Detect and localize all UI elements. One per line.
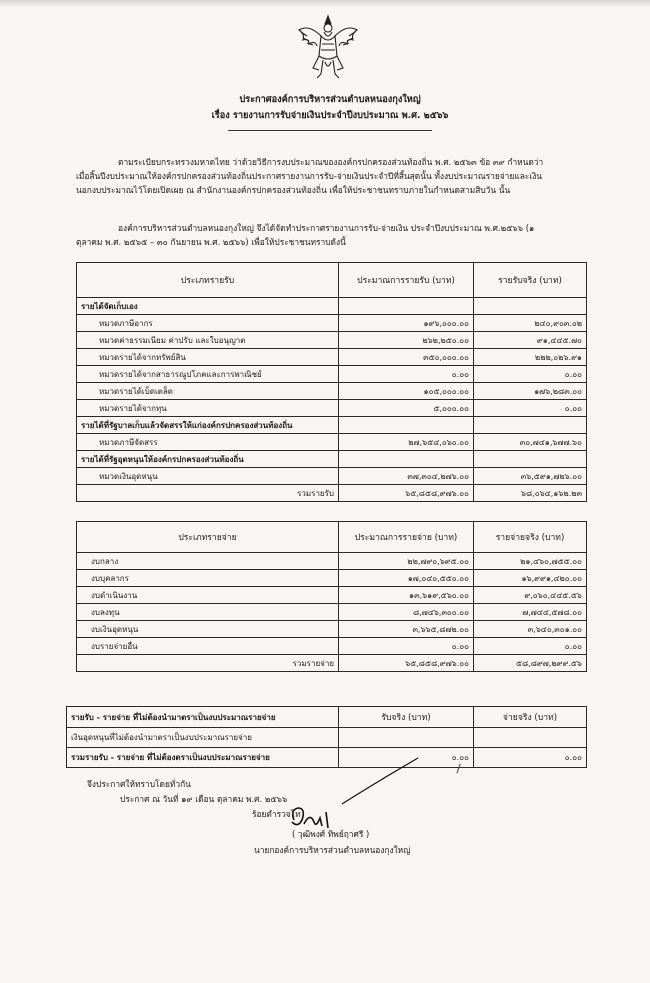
- expense-total-actual: ๕๘,๘๙๗,๒๙๙.๕๖: [474, 655, 587, 672]
- off-budget-header-row: [67, 707, 587, 728]
- off-budget-row: [67, 748, 587, 768]
- income-group-row: [77, 451, 587, 468]
- intro-line-1: ตามระเบียบกระทรวงมหาดไทย ว่าด้วยวิธีการงบประมาณขององค์กรปกครองส่วนท้องถิ่น พ.ศ. ๒๕๖๓ ข้อ ๓๙ กำหนดว่า: [118, 157, 544, 167]
- expense-actual: ๓,๖๔๐,๓๐๑.๐๐: [474, 621, 587, 638]
- income-total-estimate: ๖๕,๘๕๘,๙๗๖.๐๐: [339, 485, 474, 502]
- income-total-label: รวมรายรับ: [77, 485, 339, 502]
- income-actual: ๐.๐๐: [474, 400, 587, 417]
- expense-label: งบบุคลากร: [77, 570, 339, 587]
- expense-estimate-header: ประมาณการรายจ่าย (บาท): [339, 522, 474, 553]
- income-label: หมวดรายได้เบ็ดเตล็ด: [77, 383, 339, 400]
- off-budget-label: เงินอุดหนุนที่ไม่ต้องนำมาตราเป็นงบประมาณรายจ่าย: [67, 728, 339, 748]
- expense-label: งบรายจ่ายอื่น: [77, 638, 339, 655]
- income-label: หมวดรายได้จากทรัพย์สิน: [77, 349, 339, 366]
- scan-edge: [0, 0, 650, 7]
- income-label: หมวดรายได้จากสาธารณูปโภคและการพาณิชย์: [77, 366, 339, 383]
- expense-total-label: รวมรายจ่าย: [77, 655, 339, 672]
- signer-rank: ร้อยตำรวจโท: [252, 809, 301, 819]
- income-estimate: ๕,๐๐๐.๐๐: [339, 400, 474, 417]
- expense-estimate: ๑๗,๐๔๐,๕๕๐.๐๐: [339, 570, 474, 587]
- off-budget-received: ๐.๐๐: [339, 748, 474, 768]
- income-actual: ๑๗๖,๒๘๓.๐๐: [474, 383, 587, 400]
- income-estimate: ๑๐๕,๐๐๐.๐๐: [339, 383, 474, 400]
- income-actual-header: รายรับจริง (บาท): [474, 263, 587, 298]
- income-table: [76, 262, 587, 502]
- expense-label: งบลงทุน: [77, 604, 339, 621]
- income-row: [77, 383, 587, 400]
- income-actual: [474, 298, 587, 315]
- income-actual: [474, 417, 587, 434]
- income-group-label: รายได้ที่รัฐอุดหนุนให้องค์กรปกครองส่วนท้องถิ่น: [77, 451, 339, 468]
- announcement-subject: เรื่อง รายงานการรับจ่ายเงินประจำปีงบประมาณ พ.ศ. ๒๕๖๖: [211, 110, 449, 121]
- off-budget-received-header: รับจริง (บาท): [339, 707, 474, 728]
- income-type-header: ประเภทรายรับ: [77, 263, 339, 298]
- income-group-row: [77, 298, 587, 315]
- off-budget-paid: [474, 728, 587, 748]
- expense-row: [77, 587, 587, 604]
- income-row: [77, 349, 587, 366]
- income-actual: ๓๖,๕๙๑,๗๒๖.๐๐: [474, 468, 587, 485]
- income-estimate: ๐.๐๐: [339, 366, 474, 383]
- expense-actual-header: รายจ่ายจริง (บาท): [474, 522, 587, 553]
- income-actual: ๙๑,๔๔๕.๗๐: [474, 332, 587, 349]
- income-estimate: [339, 451, 474, 468]
- signer-position: นายกองค์การบริหารส่วนตำบลหนองกุงใหญ่: [254, 845, 411, 855]
- off-budget-type-header: รายรับ - รายจ่าย ที่ไม่ต้องนำมาตราเป็นงบประมาณรายจ่าย: [67, 707, 339, 728]
- off-budget-paid-header: จ่ายจริง (บาท): [474, 707, 587, 728]
- income-estimate: ๒๖๒,๒๕๐.๐๐: [339, 332, 474, 349]
- income-group-row: [77, 417, 587, 434]
- income-actual: ๓๐,๗๔๑,๖๗๗.๖๐: [474, 434, 587, 451]
- intro-line-3: นอกงบประมาณไว้โดยเปิดเผย ณ สำนักงานองค์กรปกครองส่วนท้องถิ่น เพื่อให้ประชาชนทราบภายในกำหนดสามสิบวัน นั้น: [76, 185, 511, 195]
- expense-total-row: [77, 655, 587, 672]
- income-estimate: ๒๗,๖๕๔,๐๖๐.๐๐: [339, 434, 474, 451]
- off-budget-label: รวมรายรับ - รายจ่าย ที่ไม่ต้องตราเป็นงบประมาณรายจ่าย: [67, 748, 339, 768]
- expense-label: งบกลาง: [77, 553, 339, 570]
- expense-row: [77, 621, 587, 638]
- expense-row: [77, 604, 587, 621]
- statement-line-2: ตุลาคม พ.ศ. ๒๕๖๕ – ๓๐ กันยายน พ.ศ. ๒๕๖๖) เพื่อให้ประชาชนทราบดังนี้: [76, 237, 346, 247]
- expense-actual: ๐.๐๐: [474, 638, 587, 655]
- income-label: หมวดค่าธรรมเนียม ค่าปรับ และใบอนุญาต: [77, 332, 339, 349]
- signature-stroke: [340, 756, 420, 806]
- income-actual: ๐.๐๐: [474, 366, 587, 383]
- income-header-row: [77, 263, 587, 298]
- income-label: หมวดรายได้จากทุน: [77, 400, 339, 417]
- income-row: [77, 332, 587, 349]
- income-total-row: [77, 485, 587, 502]
- income-row: [77, 468, 587, 485]
- expense-estimate: ๓,๖๖๕,๘๗๒.๐๐: [339, 621, 474, 638]
- expense-actual: ๙,๐๖๐,๔๔๕.๕๖: [474, 587, 587, 604]
- statement-line-1: องค์การบริหารส่วนตำบลหนองกุงใหญ่ จึงได้จัดทำประกาศรายงานการรับ-จ่ายเงิน ประจำปีงบประมาณ พ.ศ.๒๕๖๖ (๑: [118, 223, 535, 233]
- off-budget-row: [67, 728, 587, 748]
- expense-estimate: ๑๓,๖๑๙,๕๖๐.๐๐: [339, 587, 474, 604]
- income-label: หมวดเงินอุดหนุน: [77, 468, 339, 485]
- expense-total-estimate: ๖๕,๘๕๘,๙๗๖.๐๐: [339, 655, 474, 672]
- expense-row: [77, 570, 587, 587]
- expense-label: งบดำเนินงาน: [77, 587, 339, 604]
- expense-row: [77, 638, 587, 655]
- garuda-emblem-icon: [295, 10, 361, 84]
- off-budget-paid: ๐.๐๐: [474, 748, 587, 768]
- expense-estimate: ๐.๐๐: [339, 638, 474, 655]
- income-estimate: [339, 417, 474, 434]
- closing-date: ประกาศ ณ วันที่ ๑๙ เดือน ตุลาคม พ.ศ. ๒๕๖๖: [120, 794, 288, 804]
- expense-table: [76, 521, 587, 672]
- income-group-label: รายได้ที่รัฐบาลเก็บแล้วจัดสรรให้แก่องค์กรปกครองส่วนท้องถิ่น: [77, 417, 339, 434]
- income-label: หมวดภาษีอากร: [77, 315, 339, 332]
- income-label: หมวดภาษีจัดสรร: [77, 434, 339, 451]
- expense-label: งบเงินอุดหนุน: [77, 621, 339, 638]
- income-actual: ๒๒๒,๐๒๖.๙๑: [474, 349, 587, 366]
- expense-actual: ๒๑,๔๖๐,๗๕๕.๐๐: [474, 553, 587, 570]
- income-row: [77, 434, 587, 451]
- expense-estimate: ๘,๗๔๖,๓๐๐.๐๐: [339, 604, 474, 621]
- income-row: [77, 400, 587, 417]
- income-estimate: ๑๙๖,๐๐๐.๐๐: [339, 315, 474, 332]
- income-estimate-header: ประมาณการรายรับ (บาท): [339, 263, 474, 298]
- income-actual: [474, 451, 587, 468]
- income-actual: ๒๔๐,๙๐๓.๐๒: [474, 315, 587, 332]
- income-estimate: ๓๗,๓๐๔,๒๗๖.๐๐: [339, 468, 474, 485]
- expense-actual: ๗,๗๔๔,๕๗๘.๐๐: [474, 604, 587, 621]
- off-budget-table: [66, 706, 587, 768]
- income-row: [77, 366, 587, 383]
- income-group-label: รายได้จัดเก็บเอง: [77, 298, 339, 315]
- income-row: [77, 315, 587, 332]
- signer-name: ( วุฒิพงศ์ ทิพย์ฤาศรี ): [292, 829, 370, 839]
- off-budget-received: [339, 728, 474, 748]
- income-total-actual: ๖๘,๐๖๔,๑๖๒.๒๓: [474, 485, 587, 502]
- expense-estimate: ๒๒,๗๙๐,๖๙๕.๐๐: [339, 553, 474, 570]
- expense-type-header: ประเภทรายจ่าย: [77, 522, 339, 553]
- intro-line-2: เมื่อสิ้นปีงบประมาณให้องค์กรปกครองส่วนท้องถิ่นประกาศรายงานการรับ-จ่ายเงินประจำปีที่สิ้นสุดนั้น ทั้งงบประมาณรายจ่ายและเงิน: [76, 171, 543, 181]
- announcement-title: ประกาศองค์การบริหารส่วนตำบลหนองกุงใหญ่: [239, 94, 421, 105]
- expense-header-row: [77, 522, 587, 553]
- income-estimate: [339, 298, 474, 315]
- income-estimate: ๓๕๐,๐๐๐.๐๐: [339, 349, 474, 366]
- expense-row: [77, 553, 587, 570]
- expense-actual: ๑๖,๙๙๑,๔๒๐.๐๐: [474, 570, 587, 587]
- header-divider: [228, 130, 432, 131]
- closing-announce: จึงประกาศให้ทราบโดยทั่วกัน: [87, 779, 191, 789]
